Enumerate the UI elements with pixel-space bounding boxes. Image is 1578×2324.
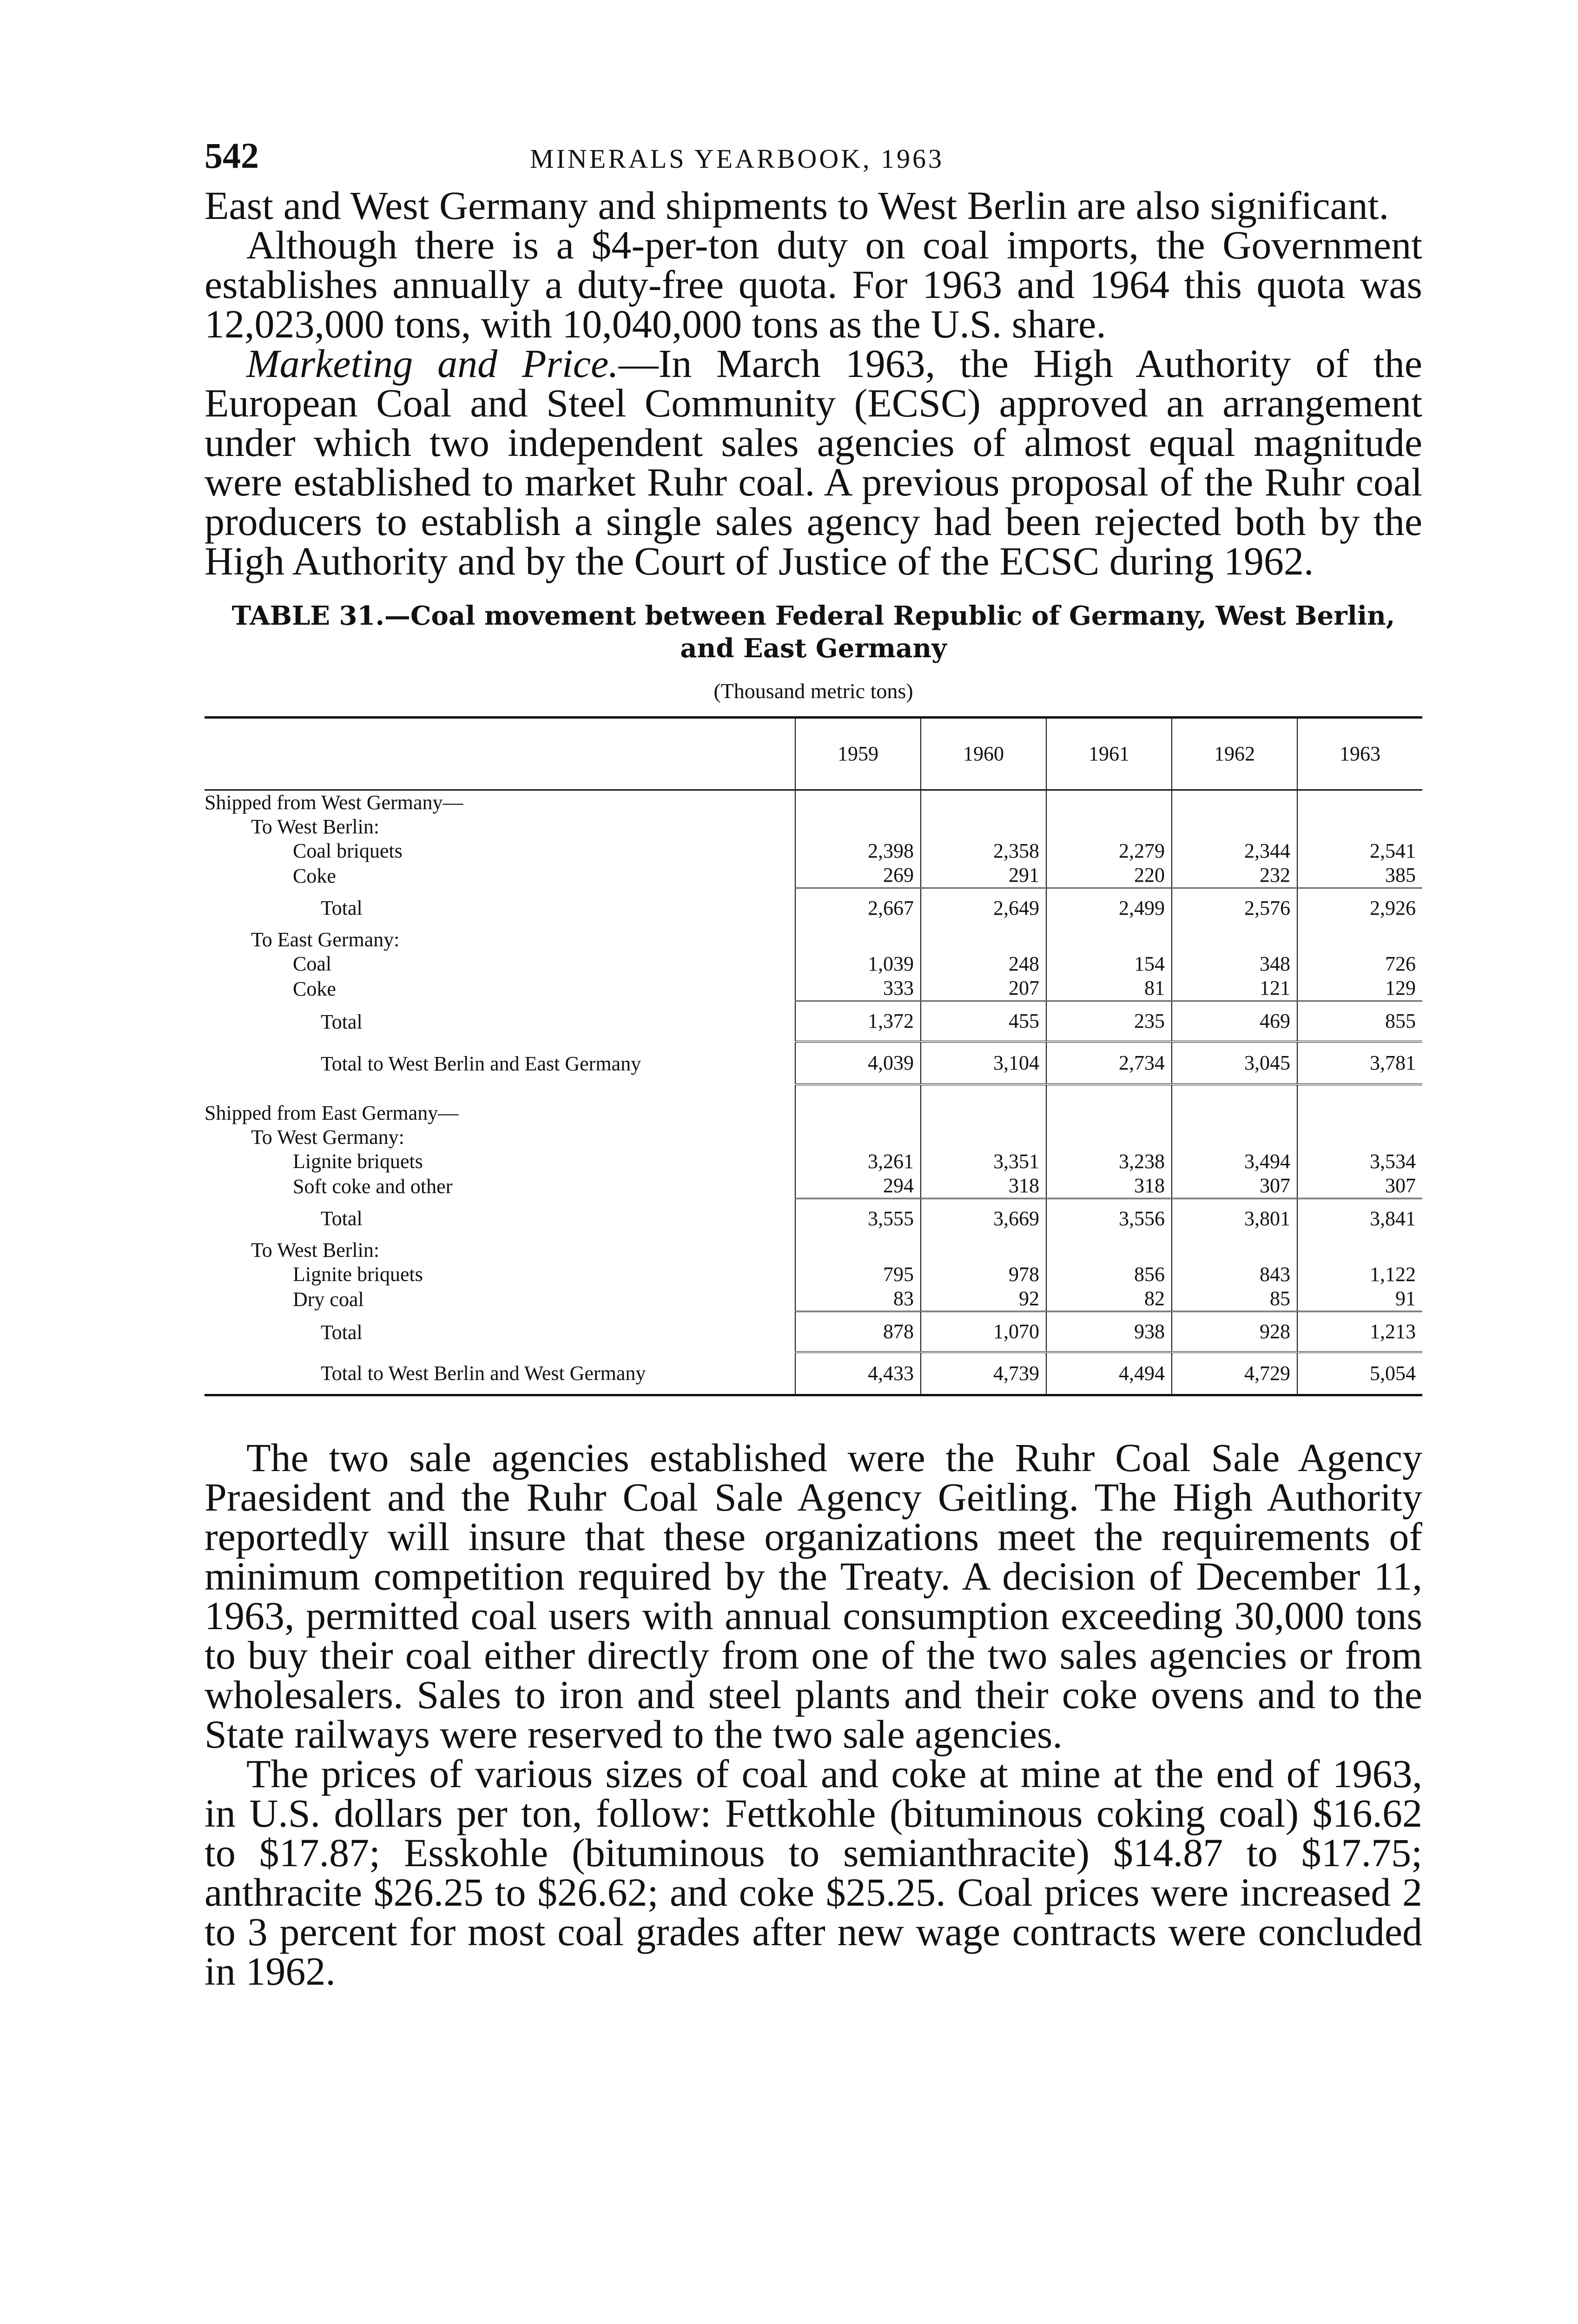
column-header: 1960 — [921, 718, 1046, 790]
table-row — [205, 863, 1422, 888]
table-cell — [1046, 1125, 1172, 1149]
table-cell: 928 — [1172, 1312, 1297, 1353]
table-cell — [1172, 928, 1297, 952]
row-label: Total to West Berlin and West Germany — [321, 1362, 646, 1385]
paragraph-marketing — [205, 341, 1422, 583]
paragraph-continuation: East and West Germany and shipments to West Berlin are also significant. — [205, 183, 1389, 228]
row-label: Soft coke and other — [293, 1175, 453, 1198]
row-label: Total to West Berlin and East Germany — [321, 1052, 641, 1075]
table-grand-total-row — [205, 1042, 1422, 1084]
table-cell: 455 — [921, 1001, 1046, 1042]
table-cell: 2,358 — [921, 839, 1046, 863]
table-total-row — [205, 888, 1422, 928]
table-cell: 856 — [1046, 1262, 1172, 1287]
table-cell — [795, 1125, 921, 1149]
table-cell: 469 — [1172, 1001, 1297, 1042]
table-cell — [1172, 1125, 1297, 1149]
table-total-row — [205, 1001, 1422, 1042]
table-cell: 3,238 — [1046, 1149, 1172, 1174]
table-cell: 220 — [1046, 863, 1172, 888]
table-cell: 1,213 — [1297, 1312, 1422, 1353]
table-cell: 207 — [921, 976, 1046, 1001]
table-cell: 2,649 — [921, 888, 1046, 928]
table-cell — [1297, 1101, 1422, 1125]
table-cell: 385 — [1297, 863, 1422, 888]
table-cell: 318 — [921, 1174, 1046, 1199]
table-cell: 82 — [1046, 1287, 1172, 1312]
row-label: Total — [321, 1207, 363, 1230]
table-cell: 307 — [1172, 1174, 1297, 1199]
table-cell: 235 — [1046, 1001, 1172, 1042]
table-cell: 4,739 — [921, 1352, 1046, 1395]
row-label: Dry coal — [293, 1287, 364, 1311]
table-row — [205, 1287, 1422, 1312]
table-cell — [795, 1101, 921, 1125]
table-cell: 3,781 — [1297, 1042, 1422, 1084]
table-row — [205, 1262, 1422, 1287]
table-body — [205, 790, 1422, 1395]
table-cell: 5,054 — [1297, 1352, 1422, 1395]
running-title: MINERALS YEARBOOK, 1963 — [530, 144, 944, 174]
table-cell: 129 — [1297, 976, 1422, 1001]
table-cell: 1,372 — [795, 1001, 921, 1042]
table-cell: 3,669 — [921, 1199, 1046, 1239]
table-row — [205, 1125, 1422, 1149]
table-cell: 248 — [921, 952, 1046, 976]
table-cell: 878 — [795, 1312, 921, 1353]
table-row — [205, 1101, 1422, 1125]
table-cell: 3,045 — [1172, 1042, 1297, 1084]
table-cell: 3,104 — [921, 1042, 1046, 1084]
column-header: 1961 — [1046, 718, 1172, 790]
table-cell — [795, 815, 921, 839]
table-cell: 855 — [1297, 1001, 1422, 1042]
table-cell: 348 — [1172, 952, 1297, 976]
row-label: Total — [321, 1010, 363, 1033]
table-cell: 3,841 — [1297, 1199, 1422, 1239]
row-label: Total — [321, 897, 363, 919]
table-row — [205, 1174, 1422, 1199]
row-label: To East Germany: — [251, 928, 400, 951]
page-number: 542 — [205, 135, 259, 176]
table-cell — [795, 1238, 921, 1262]
table-cell: 3,801 — [1172, 1199, 1297, 1239]
table-cell: 269 — [795, 863, 921, 888]
row-label: Shipped from East Germany— — [205, 1102, 459, 1124]
column-header: 1962 — [1172, 718, 1297, 790]
table-cell: 2,576 — [1172, 888, 1297, 928]
table-total-row — [205, 1199, 1422, 1239]
table-cell: 938 — [1046, 1312, 1172, 1353]
table-cell: 2,344 — [1172, 839, 1297, 863]
table-cell: 1,039 — [795, 952, 921, 976]
table-cell — [921, 928, 1046, 952]
table-grand-total-row — [205, 1352, 1422, 1395]
table-cell: 1,122 — [1297, 1262, 1422, 1287]
table-cell: 3,556 — [1046, 1199, 1172, 1239]
table-cell: 3,555 — [795, 1199, 921, 1239]
table-cell: 795 — [795, 1262, 921, 1287]
row-label: Coke — [293, 864, 336, 887]
table-caption-line2: and East Germany — [680, 633, 947, 664]
table-row — [205, 928, 1422, 952]
table-cell: 3,494 — [1172, 1149, 1297, 1174]
table-cell — [1046, 928, 1172, 952]
table-cell — [921, 790, 1046, 815]
table-cell — [1297, 1125, 1422, 1149]
table-cell: 294 — [795, 1174, 921, 1199]
row-label: To West Germany: — [251, 1126, 404, 1149]
table-cell — [1297, 928, 1422, 952]
row-label: Lignite briquets — [293, 1263, 423, 1286]
table-cell — [1172, 815, 1297, 839]
table-cell — [1046, 1238, 1172, 1262]
document-page — [205, 135, 1422, 2324]
table-cell — [1046, 1101, 1172, 1125]
table-cell: 3,534 — [1297, 1149, 1422, 1174]
table-cell: 85 — [1172, 1287, 1297, 1312]
table-row — [205, 952, 1422, 976]
table-cell — [1297, 815, 1422, 839]
table-cell: 291 — [921, 863, 1046, 888]
table-cell: 2,499 — [1046, 888, 1172, 928]
table-cell: 333 — [795, 976, 921, 1001]
table-cell: 3,351 — [921, 1149, 1046, 1174]
table-cell — [1046, 815, 1172, 839]
table-cell — [921, 815, 1046, 839]
table-cell: 2,398 — [795, 839, 921, 863]
table-cell: 83 — [795, 1287, 921, 1312]
table-row — [205, 1149, 1422, 1174]
row-label: Coke — [293, 977, 336, 1000]
row-label: To West Berlin: — [251, 1239, 380, 1261]
table-row — [205, 815, 1422, 839]
table-cell: 154 — [1046, 952, 1172, 976]
table-row — [205, 976, 1422, 1001]
row-label: Lignite briquets — [293, 1150, 423, 1173]
table-subtitle: (Thousand metric tons) — [713, 679, 913, 703]
page-header — [205, 135, 1422, 186]
table-cell — [795, 928, 921, 952]
table-cell: 318 — [1046, 1174, 1172, 1199]
paragraph-duty: Although there is a $4-per-ton duty on coal imports, the Government establishes annually a duty-free quota. For 1963 and 1964 this quota was 12,023,000 tons, with 10,040,000 tons as the U.S. share. — [205, 223, 1422, 346]
table-stub-header — [205, 718, 795, 790]
column-header: 1959 — [795, 718, 921, 790]
coal-movement-table — [205, 716, 1422, 1396]
table-cell: 4,433 — [795, 1352, 921, 1395]
paragraph-agencies: The two sale agencies established were the Ruhr Coal Sale Agency Praesident and the Ruhr Coal Sale Agency Geitling. The High Authority reportedly will insure that these organizations meet the requirements of minimum competition required by the Treaty. A decision of December 11, 1963, permitted coal users with annual consumption exceeding 30,000 tons to buy their coal either directly from one of the two sales agencies or from wholesalers. Sales to iron and steel plants and their coke ovens and to the State railways were reserved to the two sale agencies. — [205, 1435, 1422, 1756]
table-cell — [1172, 1101, 1297, 1125]
table-cell: 121 — [1172, 976, 1297, 1001]
table-cell: 3,261 — [795, 1149, 921, 1174]
row-label: Coal — [293, 952, 332, 975]
table-cell: 307 — [1297, 1174, 1422, 1199]
table-cell: 4,494 — [1046, 1352, 1172, 1395]
table-cell: 91 — [1297, 1287, 1422, 1312]
table-cell: 4,039 — [795, 1042, 921, 1084]
table-cell: 2,667 — [795, 888, 921, 928]
column-header: 1963 — [1297, 718, 1422, 790]
table-caption — [205, 600, 1422, 665]
table-row — [205, 1238, 1422, 1262]
table-cell: 1,070 — [921, 1312, 1046, 1353]
table-cell — [921, 1101, 1046, 1125]
row-label: Total — [321, 1321, 363, 1344]
table-cell: 843 — [1172, 1262, 1297, 1287]
table-row — [205, 790, 1422, 815]
table-cell — [921, 1125, 1046, 1149]
table-cell: 2,734 — [1046, 1042, 1172, 1084]
table-header-row — [205, 718, 1422, 790]
table-cell: 92 — [921, 1287, 1046, 1312]
table-cell: 81 — [1046, 976, 1172, 1001]
table-cell — [1046, 790, 1172, 815]
table-cell — [921, 1238, 1046, 1262]
table-caption-line1: TABLE 31.—Coal movement between Federal Republic of Germany, West Berlin, — [231, 601, 1395, 631]
table-cell — [795, 790, 921, 815]
section-heading: Marketing and Price. — [246, 341, 619, 386]
paragraph-marketing-body: —In March 1963, the High Authority of the European Coal and Steel Community (ECSC) approved an arrangement under which two independent sales agencies of almost equal magnitude were established to market Ruhr coal. A previous proposal of the Ruhr coal producers to establish a single sales agency had been rejected both by the High Authority and by the Court of Justice of the ECSC during 1962. — [205, 341, 1422, 583]
table-cell — [1172, 1238, 1297, 1262]
table-cell: 2,279 — [1046, 839, 1172, 863]
table-cell — [1297, 1238, 1422, 1262]
paragraph-prices: The prices of various sizes of coal and coke at mine at the end of 1963, in U.S. dollars per ton, follow: Fettkohle (bituminous coking coal) $16.62 to $17.87; Esskohle (bituminous to semianthracite) $14.87 to $17.75; anthracite $26.25 to $26.62; and coke $25.25. Coal prices were increased 2 to 3 percent for most coal grades after new wage contracts were concluded in 1962. — [205, 1751, 1422, 1994]
row-label: To West Berlin: — [251, 815, 380, 838]
table-cell: 978 — [921, 1262, 1046, 1287]
table-cell: 232 — [1172, 863, 1297, 888]
table-row — [205, 839, 1422, 863]
table-total-row — [205, 1312, 1422, 1353]
row-label: Coal briquets — [293, 839, 403, 862]
table-cell — [1172, 790, 1297, 815]
table-cell: 726 — [1297, 952, 1422, 976]
table-cell: 2,926 — [1297, 888, 1422, 928]
table-cell: 4,729 — [1172, 1352, 1297, 1395]
table-cell — [1297, 790, 1422, 815]
table-spacer — [205, 1084, 1422, 1101]
table-cell: 2,541 — [1297, 839, 1422, 863]
row-label: Shipped from West Germany— — [205, 791, 463, 814]
